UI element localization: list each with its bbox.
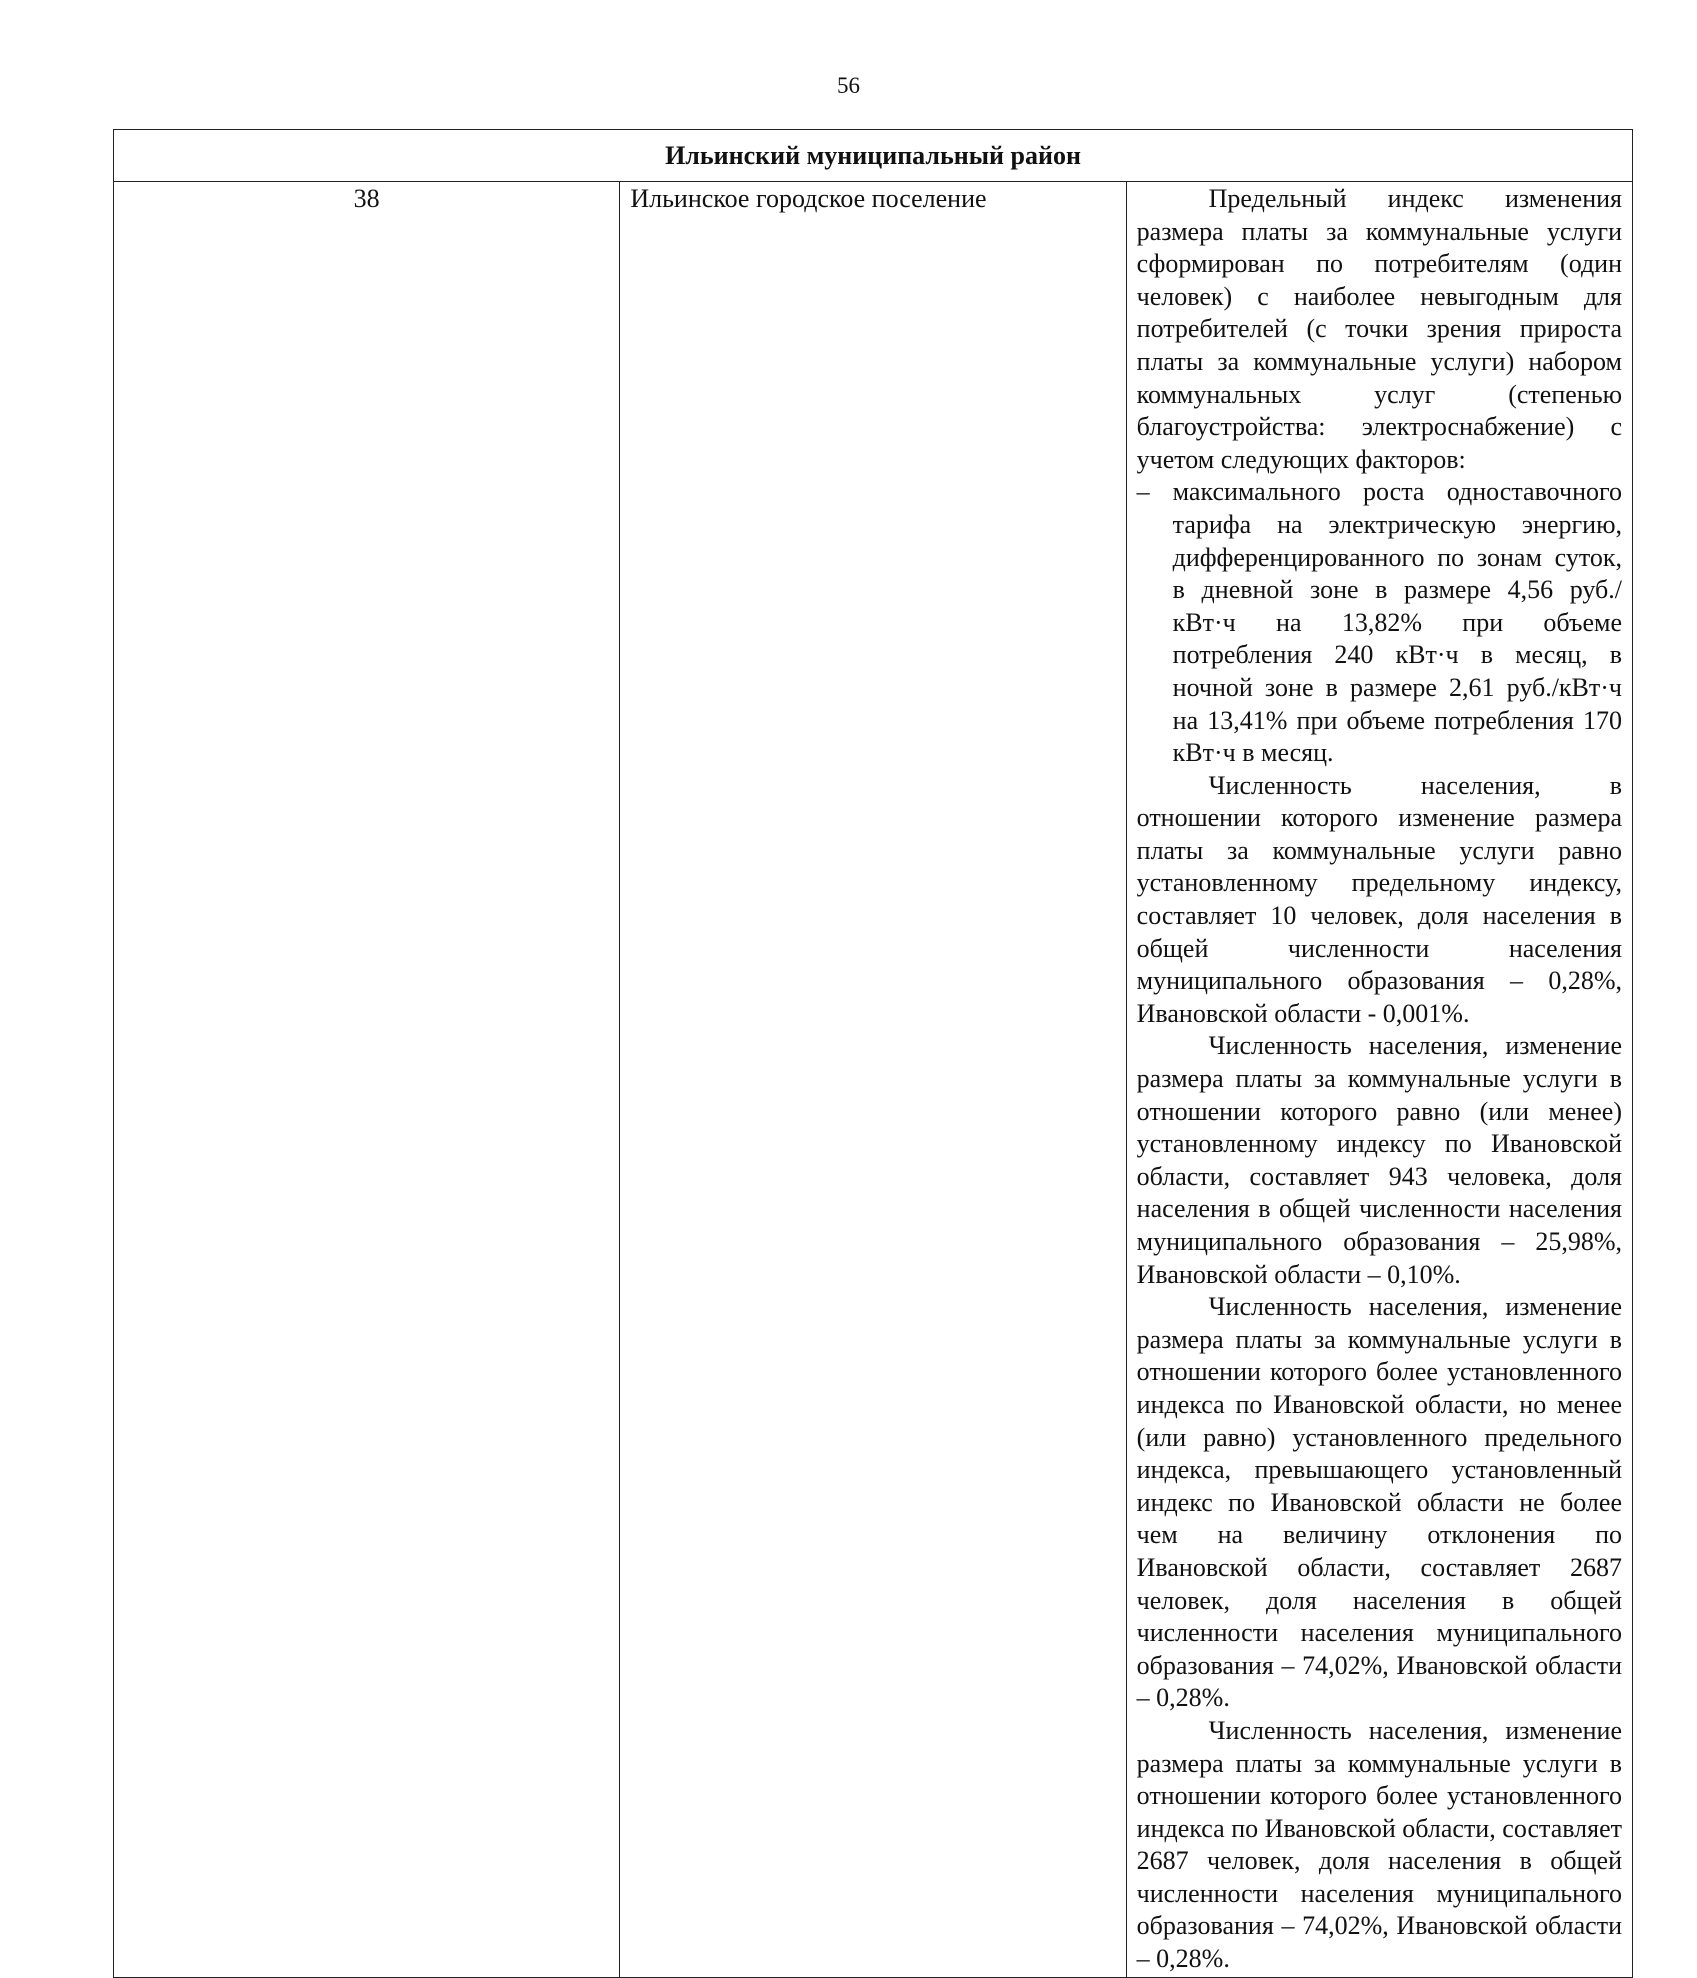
factor-list-item — [1137, 476, 1622, 769]
population-paragraph-3: Численность населения, изменение размера платы за коммунальные услуги в отношении которого более установленного индекса по Ивановской области, но менее (или равно) установленного предельного индекса, превышающего установленный индекс по Ивановской области не более чем на величину отклонения по Ивановской области, составляет 2687 человек, доля населения в общей численности населения муниципального образования – 74,02%, Ивановской области – 0,28%. — [1136, 1292, 1622, 1713]
population-paragraph-1: Численность населения, в отношении которого изменение размера платы за коммунальные услуги равно установленному предельному индексу, составляет 10 человек, доля населения в общей численности населения муниципального образования – 0,28%, Ивановской области - 0,001%. — [1136, 770, 1622, 1028]
row-number: 38 — [114, 182, 620, 1978]
population-paragraph-4: Численность населения, изменение размера платы за коммунальные услуги в отношении которого более установленного индекса по Ивановской области, составляет 2687 человек, доля населения в общей численности населения муниципального образования – 74,02%, Ивановской области – 0,28%. — [1136, 1715, 1622, 1974]
factor-text: максимального роста одноставочного тарифа на электрическую энергию, дифференцированного по зонам суток, в дневной зоне в размере 4,56 руб./кВт·ч на 13,82% при объеме потребления 240 кВт·ч в месяц, в ночной зоне в размере 2,61 руб./кВт·ч на 13,41% при объеме потребления 170 кВт·ч в месяц. — [1172, 477, 1622, 768]
settlement-name: Ильинское городское поселение — [620, 182, 1126, 1978]
page-number: 56 — [837, 73, 860, 98]
region-title: Ильинский муниципальный район — [114, 130, 1633, 182]
table-row — [114, 182, 1633, 1978]
description-cell — [1126, 182, 1632, 1978]
tariff-table — [113, 129, 1633, 1978]
list-dash: – — [1136, 477, 1150, 507]
population-paragraph-2: Численность населения, изменение размера платы за коммунальные услуги в отношении которого равно (или менее) установленному индексу по Ивановской области, составляет 943 человека, доля населения в общей численности населения муниципального образования – 25,98%, Ивановской области – 0,10%. — [1136, 1031, 1622, 1289]
table-header-row — [114, 130, 1633, 182]
intro-paragraph: Предельный индекс изменения размера платы за коммунальные услуги сформирован по потребителям (один человек) с наиболее невыгодным для потребителей (с точки зрения прироста платы за коммунальные услуги) набором коммунальных услуг (степенью благоустройства: электроснабжение) с учетом следующих факторов: — [1136, 184, 1622, 474]
